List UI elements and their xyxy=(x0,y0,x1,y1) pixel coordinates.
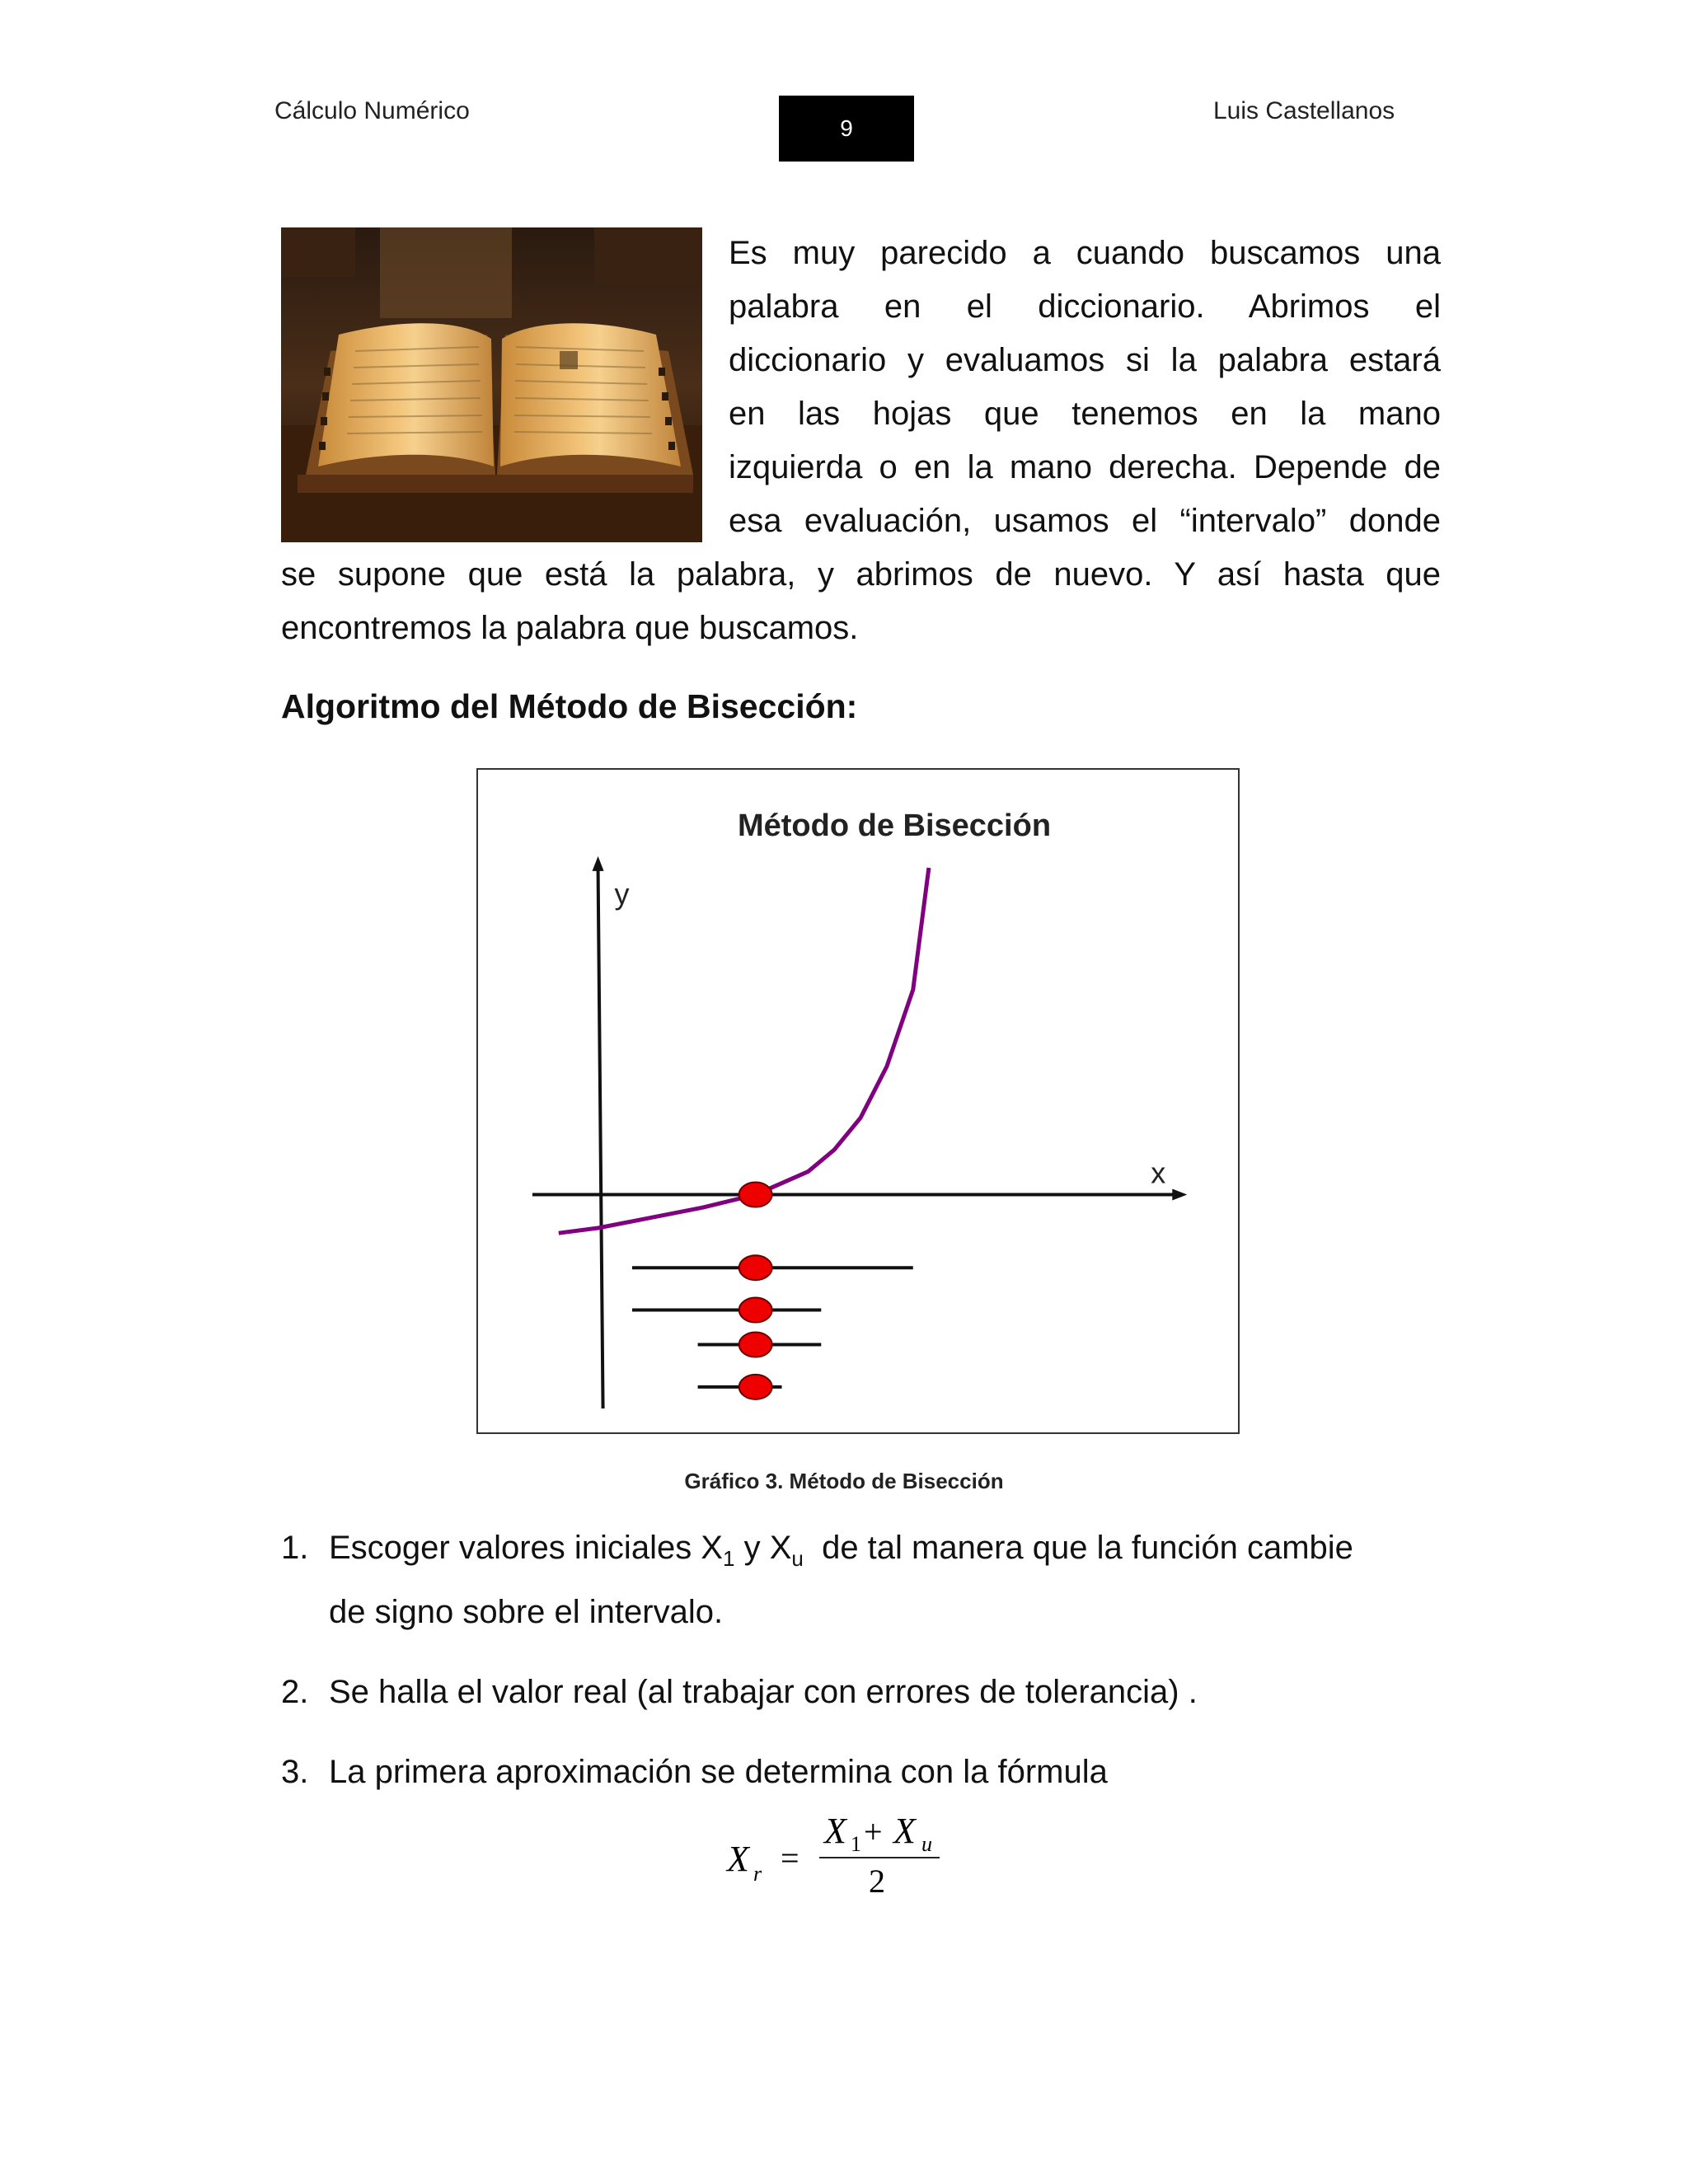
intro-line: diccionario y evaluamos si la palabra estará xyxy=(729,342,1441,378)
step-number: 1. xyxy=(281,1530,309,1566)
chart-axes xyxy=(532,856,1187,1408)
intro-line: Es muy parecido a cuando buscamos una xyxy=(729,235,1441,271)
subscript: u xyxy=(791,1546,804,1571)
bisection-chart-frame xyxy=(476,768,1240,1434)
formula-equals: = xyxy=(781,1840,799,1877)
y-axis-line xyxy=(598,868,603,1408)
intro-line: encontremos la palabra que buscamos. xyxy=(281,610,859,646)
step-text: Escoger valores iniciales X xyxy=(329,1530,723,1566)
page-number-box xyxy=(779,96,914,162)
x-axis-label: x xyxy=(1151,1155,1166,1190)
step-number: 2. xyxy=(281,1674,309,1710)
formula-lhs: X xyxy=(727,1839,749,1879)
intro-paragraph-full xyxy=(281,548,1441,655)
function-curve xyxy=(559,868,929,1233)
formula-lhs-sub: r xyxy=(753,1862,762,1886)
chart-title: Método de Bisección xyxy=(737,808,1052,843)
section-heading: Algoritmo del Método de Bisección: xyxy=(281,687,858,725)
midpoint-marker xyxy=(739,1255,772,1280)
intro-line: izquierda o en la mano derecha. Depende de xyxy=(729,449,1441,485)
list-item xyxy=(281,1521,1483,1639)
intro-line: en las hojas que tenemos en la mano xyxy=(729,396,1441,432)
intro-line: palabra en el diccionario. Abrimos el xyxy=(729,288,1441,325)
formula-numerator-a: X xyxy=(824,1811,846,1851)
page-number: 9 xyxy=(840,115,853,141)
x-axis-arrow xyxy=(1172,1189,1187,1201)
intro-line: esa evaluación, usamos el “intervalo” donde xyxy=(729,503,1441,539)
midpoint-formula xyxy=(719,1811,966,1894)
formula-numerator-a-sub: 1 xyxy=(851,1832,861,1856)
subscript: 1 xyxy=(723,1546,735,1571)
midpoint-marker xyxy=(739,1333,772,1357)
list-item xyxy=(281,1746,1483,1799)
step-text: de tal manera que la función cambie xyxy=(803,1530,1353,1566)
formula-plus: + xyxy=(864,1813,883,1850)
bisection-chart xyxy=(478,770,1238,1432)
header-left-title: Cálculo Numérico xyxy=(274,97,470,124)
intro-paragraph-wrapped xyxy=(729,227,1441,548)
step-text: y X xyxy=(734,1530,792,1566)
intro-line: se supone que está la palabra, y abrimos de nuevo. Y así hasta que xyxy=(281,556,1441,593)
formula-numerator-b-sub: u xyxy=(921,1832,932,1856)
dictionary-photo xyxy=(281,227,702,542)
formula-numerator-b: X xyxy=(893,1811,916,1851)
y-axis-arrow xyxy=(593,856,604,871)
step-text: Se halla el valor real (al trabajar con errores de tolerancia) . xyxy=(329,1674,1198,1710)
step-text: de signo sobre el intervalo. xyxy=(329,1594,724,1630)
midpoint-marker xyxy=(739,1375,772,1399)
root-point xyxy=(739,1183,772,1207)
list-item xyxy=(281,1666,1483,1719)
y-axis-label: y xyxy=(614,876,630,911)
step-text: La primera aproximación se determina con la fórmula xyxy=(329,1754,1108,1790)
algorithm-steps xyxy=(281,1521,1483,1825)
step-number: 3. xyxy=(281,1754,309,1790)
midpoint-marker xyxy=(739,1298,772,1323)
header-author: Luis Castellanos xyxy=(1213,97,1395,124)
figure-caption: Gráfico 3. Método de Bisección xyxy=(684,1469,1004,1493)
formula-denominator: 2 xyxy=(869,1863,885,1894)
